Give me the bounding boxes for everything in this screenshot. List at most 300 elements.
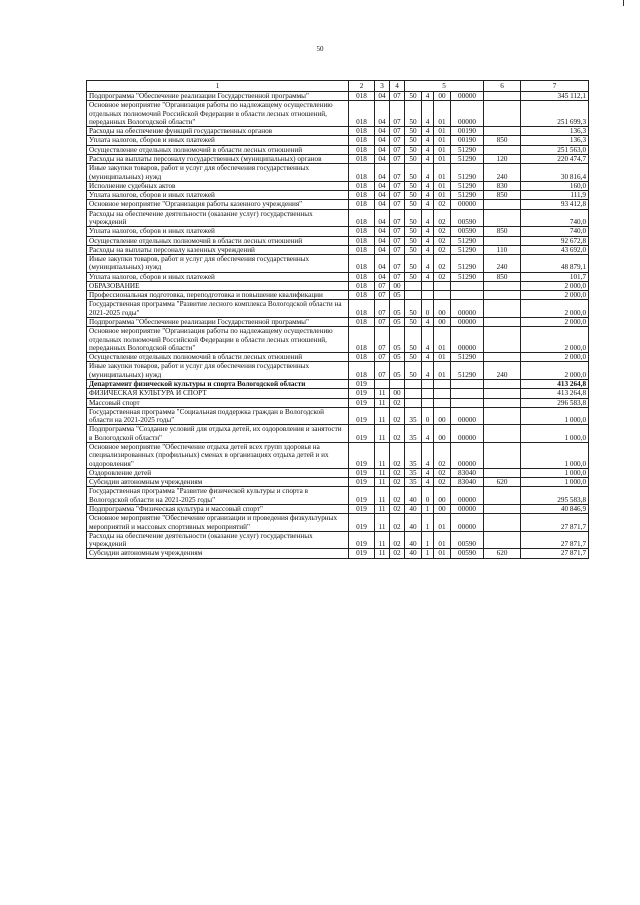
row-target-code-program: 40 (405, 531, 422, 549)
row-grbs-code: 018 (349, 136, 375, 145)
row-target-code-program (405, 398, 422, 407)
row-target-code-program: 50 (405, 200, 422, 209)
row-expense-type-code: 850 (484, 227, 521, 236)
row-subsection-code: 02 (390, 549, 405, 558)
row-section-code: 04 (375, 272, 390, 281)
row-amount: 2 000,0 (521, 318, 589, 327)
row-section-code: 07 (375, 353, 390, 362)
row-target-code-program: 35 (405, 425, 422, 443)
row-target-code-direction: 51290 (451, 255, 484, 273)
row-amount: 93 412,8 (521, 200, 589, 209)
table-row (87, 549, 589, 558)
row-target-code-event (434, 380, 451, 389)
row-target-code-direction: 00190 (451, 127, 484, 136)
table-row (87, 425, 589, 443)
table-row (87, 504, 589, 513)
row-grbs-code: 019 (349, 389, 375, 398)
row-target-code-program: 50 (405, 92, 422, 101)
row-target-code-subprogram: 4 (422, 127, 434, 136)
row-target-code-direction (451, 389, 484, 398)
row-target-code-direction: 51290 (451, 164, 484, 182)
row-expense-type-code (484, 389, 521, 398)
row-target-code-program: 50 (405, 236, 422, 245)
row-target-code-event: 02 (434, 442, 451, 468)
table-row (87, 127, 589, 136)
row-target-code-program: 50 (405, 227, 422, 236)
header-col-5: 5 (405, 81, 484, 92)
row-target-code-subprogram: 4 (422, 92, 434, 101)
row-target-code-event: 02 (434, 478, 451, 487)
row-subsection-code: 00 (390, 281, 405, 290)
row-target-code-event: 00 (434, 318, 451, 327)
row-expense-type-code (484, 380, 521, 389)
table-row (87, 255, 589, 273)
row-target-code-direction: 00000 (451, 514, 484, 532)
row-target-code-program: 50 (405, 362, 422, 380)
row-amount: 160,0 (521, 181, 589, 190)
row-target-code-event: 00 (434, 407, 451, 425)
row-target-code-direction: 00000 (451, 318, 484, 327)
row-amount: 296 583,8 (521, 398, 589, 407)
row-target-code-direction: 00590 (451, 549, 484, 558)
row-name: Основное мероприятие "Обеспечение отдыха детей всех групп здоровья на специализированных (профильных) сменах в организациях отдыха детей и их оздоровления" (87, 442, 349, 468)
row-amount: 413 264,8 (521, 389, 589, 398)
row-target-code-subprogram: 4 (422, 181, 434, 190)
table-row (87, 362, 589, 380)
row-section-code: 11 (375, 398, 390, 407)
row-section-code: 11 (375, 425, 390, 443)
row-amount: 2 000,0 (521, 291, 589, 300)
row-expense-type-code (484, 353, 521, 362)
row-name: Осуществление отдельных полномочий в области лесных отношений (87, 236, 349, 245)
table-row (87, 468, 589, 477)
row-target-code-direction: 51290 (451, 362, 484, 380)
row-target-code-subprogram: 1 (422, 504, 434, 513)
row-expense-type-code: 240 (484, 255, 521, 273)
row-target-code-direction (451, 398, 484, 407)
row-target-code-event (434, 281, 451, 290)
row-amount: 295 583,8 (521, 487, 589, 505)
row-name: Профессиональная подготовка, переподготовка и повышение квалификации (87, 291, 349, 300)
table-row (87, 407, 589, 425)
row-target-code-direction: 00000 (451, 327, 484, 353)
row-expense-type-code: 850 (484, 272, 521, 281)
row-expense-type-code (484, 407, 521, 425)
row-target-code-subprogram (422, 398, 434, 407)
row-expense-type-code: 240 (484, 164, 521, 182)
row-target-code-event: 01 (434, 327, 451, 353)
row-expense-type-code (484, 236, 521, 245)
row-grbs-code: 018 (349, 245, 375, 254)
row-section-code: 11 (375, 549, 390, 558)
row-section-code: 04 (375, 236, 390, 245)
row-expense-type-code (484, 145, 521, 154)
row-name: Подпрограмма "Создание условий для отдыха детей, их оздоровления и занятости в Вологодской области" (87, 425, 349, 443)
row-target-code-event: 01 (434, 181, 451, 190)
row-amount: 740,0 (521, 227, 589, 236)
row-target-code-program: 40 (405, 514, 422, 532)
row-grbs-code: 019 (349, 504, 375, 513)
row-name: Уплата налогов, сборов и иных платежей (87, 191, 349, 200)
row-amount: 251 699,3 (521, 101, 589, 127)
row-name: Основное мероприятие "Организация работы по надлежащему осуществлению отдельных полномочий Российской Федерации в области лесных отношений, переданных Вологодской области" (87, 101, 349, 127)
row-target-code-program: 50 (405, 209, 422, 227)
row-target-code-event: 00 (434, 300, 451, 318)
row-name: Иные закупки товаров, работ и услуг для обеспечения государственных (муниципальных) нужд (87, 362, 349, 380)
row-name: Оздоровление детей (87, 468, 349, 477)
row-section-code: 11 (375, 468, 390, 477)
row-target-code-subprogram (422, 281, 434, 290)
row-amount: 30 816,4 (521, 164, 589, 182)
row-expense-type-code (484, 318, 521, 327)
row-expense-type-code (484, 327, 521, 353)
row-target-code-direction: 00190 (451, 136, 484, 145)
table-row (87, 209, 589, 227)
row-target-code-event: 00 (434, 425, 451, 443)
row-target-code-event (434, 291, 451, 300)
row-target-code-event: 01 (434, 353, 451, 362)
row-target-code-subprogram: 4 (422, 362, 434, 380)
table-row (87, 300, 589, 318)
table-row (87, 487, 589, 505)
row-target-code-subprogram: 0 (422, 407, 434, 425)
row-grbs-code: 018 (349, 154, 375, 163)
row-target-code-event: 02 (434, 236, 451, 245)
row-name: Расходы на обеспечение функций государственных органов (87, 127, 349, 136)
row-grbs-code: 018 (349, 353, 375, 362)
header-col-4: 4 (390, 81, 405, 92)
row-expense-type-code (484, 468, 521, 477)
row-amount: 251 563,0 (521, 145, 589, 154)
row-section-code (375, 380, 390, 389)
row-subsection-code: 05 (390, 327, 405, 353)
row-target-code-program: 35 (405, 407, 422, 425)
row-grbs-code: 018 (349, 318, 375, 327)
row-grbs-code: 018 (349, 181, 375, 190)
row-target-code-subprogram: 4 (422, 272, 434, 281)
row-grbs-code: 018 (349, 291, 375, 300)
row-expense-type-code (484, 209, 521, 227)
row-amount: 48 879,1 (521, 255, 589, 273)
header-col-7: 7 (521, 81, 589, 92)
row-name: Массовый спорт (87, 398, 349, 407)
row-section-code: 04 (375, 164, 390, 182)
row-target-code-direction: 00000 (451, 200, 484, 209)
row-target-code-event (434, 398, 451, 407)
table-row (87, 191, 589, 200)
row-grbs-code: 018 (349, 191, 375, 200)
row-grbs-code: 018 (349, 272, 375, 281)
row-target-code-subprogram: 1 (422, 514, 434, 532)
row-target-code-subprogram: 4 (422, 145, 434, 154)
row-grbs-code: 019 (349, 398, 375, 407)
row-expense-type-code (484, 487, 521, 505)
row-name: Департамент физической культуры и спорта Вологодской области (87, 380, 349, 389)
budget-table (86, 80, 589, 559)
header-col-6: 6 (484, 81, 521, 92)
row-target-code-event: 01 (434, 101, 451, 127)
row-target-code-subprogram: 4 (422, 136, 434, 145)
table-row (87, 227, 589, 236)
row-name: Уплата налогов, сборов и иных платежей (87, 272, 349, 281)
row-expense-type-code (484, 291, 521, 300)
row-name: Расходы на выплаты персоналу государственных (муниципальных) органов (87, 154, 349, 163)
row-target-code-subprogram (422, 291, 434, 300)
row-name: Государственная программа "Развитие физической культуры и спорта в Вологодской области на 2021-2025 годы" (87, 487, 349, 505)
table-row (87, 101, 589, 127)
row-name: Подпрограмма "Физическая культура и массовый спорт" (87, 504, 349, 513)
row-target-code-subprogram: 4 (422, 164, 434, 182)
table-row (87, 442, 589, 468)
row-section-code: 07 (375, 362, 390, 380)
row-target-code-event: 01 (434, 145, 451, 154)
row-target-code-program: 50 (405, 136, 422, 145)
row-grbs-code: 018 (349, 236, 375, 245)
row-target-code-subprogram: 4 (422, 318, 434, 327)
row-subsection-code: 07 (390, 236, 405, 245)
table-row (87, 327, 589, 353)
row-section-code: 07 (375, 291, 390, 300)
row-expense-type-code (484, 531, 521, 549)
row-subsection-code: 07 (390, 272, 405, 281)
row-section-code: 11 (375, 487, 390, 505)
row-amount: 27 871,7 (521, 549, 589, 558)
row-expense-type-code: 620 (484, 549, 521, 558)
header-col-2: 2 (349, 81, 375, 92)
row-grbs-code: 019 (349, 407, 375, 425)
row-grbs-code: 018 (349, 362, 375, 380)
row-target-code-event: 02 (434, 209, 451, 227)
row-target-code-direction: 00000 (451, 300, 484, 318)
row-section-code: 11 (375, 442, 390, 468)
row-target-code-subprogram: 4 (422, 154, 434, 163)
row-amount: 2 000,0 (521, 353, 589, 362)
row-amount: 2 000,0 (521, 327, 589, 353)
row-target-code-subprogram: 4 (422, 236, 434, 245)
row-target-code-subprogram: 1 (422, 531, 434, 549)
row-grbs-code: 019 (349, 468, 375, 477)
row-target-code-event: 02 (434, 227, 451, 236)
row-name: Основное мероприятие "Обеспечение организации и проведения физкультурных мероприятий и массовых спортивных мероприятий" (87, 514, 349, 532)
row-name: Уплата налогов, сборов и иных платежей (87, 136, 349, 145)
row-target-code-subprogram (422, 389, 434, 398)
row-target-code-direction (451, 291, 484, 300)
row-grbs-code: 018 (349, 200, 375, 209)
row-target-code-direction: 51290 (451, 154, 484, 163)
row-section-code: 07 (375, 327, 390, 353)
row-amount: 2 000,0 (521, 281, 589, 290)
table-row (87, 281, 589, 290)
table-row (87, 245, 589, 254)
row-expense-type-code (484, 398, 521, 407)
row-name: Расходы на обеспечение деятельности (оказание услуг) государственных учреждений (87, 531, 349, 549)
row-target-code-direction: 00590 (451, 209, 484, 227)
row-grbs-code: 019 (349, 487, 375, 505)
row-section-code: 04 (375, 154, 390, 163)
row-grbs-code: 018 (349, 300, 375, 318)
table-row (87, 398, 589, 407)
row-amount: 27 871,7 (521, 514, 589, 532)
row-target-code-direction: 00590 (451, 227, 484, 236)
row-target-code-event: 01 (434, 514, 451, 532)
table-row (87, 164, 589, 182)
row-grbs-code: 019 (349, 478, 375, 487)
row-subsection-code: 07 (390, 92, 405, 101)
row-target-code-program: 50 (405, 181, 422, 190)
row-target-code-event: 02 (434, 245, 451, 254)
row-expense-type-code (484, 425, 521, 443)
row-name: Подпрограмма "Обеспечение реализации Государственной программы" (87, 318, 349, 327)
page-number: 50 (316, 45, 324, 53)
row-expense-type-code: 850 (484, 191, 521, 200)
table-row (87, 353, 589, 362)
row-target-code-program: 50 (405, 255, 422, 273)
row-section-code: 04 (375, 200, 390, 209)
row-target-code-subprogram: 1 (422, 549, 434, 558)
row-section-code: 04 (375, 92, 390, 101)
row-section-code: 11 (375, 407, 390, 425)
row-target-code-event: 02 (434, 200, 451, 209)
row-grbs-code: 018 (349, 281, 375, 290)
table-row (87, 145, 589, 154)
row-section-code: 04 (375, 255, 390, 273)
row-subsection-code: 02 (390, 487, 405, 505)
row-grbs-code: 018 (349, 127, 375, 136)
row-target-code-subprogram: 4 (422, 227, 434, 236)
row-name: Осуществление отдельных полномочий в области лесных отношений (87, 145, 349, 154)
row-amount: 2 000,0 (521, 300, 589, 318)
table-row (87, 380, 589, 389)
row-expense-type-code (484, 101, 521, 127)
row-target-code-program: 40 (405, 487, 422, 505)
table-row (87, 92, 589, 101)
row-amount: 2 000,0 (521, 362, 589, 380)
row-expense-type-code (484, 514, 521, 532)
row-name: Субсидии автономным учреждениям (87, 549, 349, 558)
row-target-code-subprogram: 4 (422, 442, 434, 468)
row-target-code-subprogram: 4 (422, 209, 434, 227)
row-grbs-code: 019 (349, 531, 375, 549)
row-grbs-code: 018 (349, 227, 375, 236)
row-target-code-program: 50 (405, 327, 422, 353)
row-name: ОБРАЗОВАНИЕ (87, 281, 349, 290)
row-target-code-event: 01 (434, 191, 451, 200)
row-grbs-code: 018 (349, 255, 375, 273)
row-target-code-event: 02 (434, 468, 451, 477)
row-amount: 1 000,0 (521, 407, 589, 425)
row-subsection-code: 07 (390, 255, 405, 273)
row-target-code-direction: 00000 (451, 504, 484, 513)
table-row (87, 236, 589, 245)
row-amount: 27 871,7 (521, 531, 589, 549)
row-target-code-direction: 51290 (451, 191, 484, 200)
header-col-1: 1 (87, 81, 349, 92)
row-target-code-direction: 51290 (451, 245, 484, 254)
table-row (87, 136, 589, 145)
row-subsection-code: 07 (390, 136, 405, 145)
row-name: Уплата налогов, сборов и иных платежей (87, 227, 349, 236)
row-amount: 136,3 (521, 127, 589, 136)
row-amount: 220 474,7 (521, 154, 589, 163)
table-row (87, 291, 589, 300)
row-grbs-code: 019 (349, 442, 375, 468)
row-target-code-program: 50 (405, 127, 422, 136)
row-target-code-program: 40 (405, 549, 422, 558)
row-target-code-subprogram: 4 (422, 478, 434, 487)
row-section-code: 11 (375, 504, 390, 513)
row-section-code: 04 (375, 191, 390, 200)
row-name: Исполнение судебных актов (87, 181, 349, 190)
row-target-code-subprogram: 0 (422, 487, 434, 505)
table-row (87, 531, 589, 549)
row-grbs-code: 019 (349, 380, 375, 389)
row-target-code-event: 01 (434, 531, 451, 549)
row-amount: 740,0 (521, 209, 589, 227)
table-row (87, 478, 589, 487)
row-grbs-code: 018 (349, 327, 375, 353)
row-section-code: 11 (375, 389, 390, 398)
row-subsection-code: 02 (390, 478, 405, 487)
row-name: Основное мероприятие "Организация работы по надлежащему осуществлению отдельных полномочий Российской Федерации в области лесных отношений, переданных Вологодской области" (87, 327, 349, 353)
row-subsection-code: 07 (390, 145, 405, 154)
row-target-code-program: 50 (405, 318, 422, 327)
table-row (87, 154, 589, 163)
row-section-code: 07 (375, 300, 390, 318)
row-target-code-event: 02 (434, 272, 451, 281)
row-target-code-subprogram: 4 (422, 200, 434, 209)
row-subsection-code: 05 (390, 353, 405, 362)
row-subsection-code: 02 (390, 398, 405, 407)
row-target-code-program (405, 380, 422, 389)
row-section-code: 11 (375, 478, 390, 487)
row-target-code-program: 50 (405, 154, 422, 163)
row-section-code: 04 (375, 101, 390, 127)
row-target-code-event: 01 (434, 136, 451, 145)
row-target-code-program (405, 291, 422, 300)
row-name: Расходы на обеспечение деятельности (оказание услуг) государственных учреждений (87, 209, 349, 227)
row-target-code-program: 40 (405, 504, 422, 513)
row-target-code-direction: 51290 (451, 272, 484, 281)
row-target-code-event: 01 (434, 127, 451, 136)
row-name: Подпрограмма "Обеспечение реализации Государственной программы" (87, 92, 349, 101)
row-subsection-code: 02 (390, 504, 405, 513)
row-subsection-code: 02 (390, 468, 405, 477)
row-amount: 345 112,1 (521, 92, 589, 101)
row-target-code-event: 01 (434, 164, 451, 182)
row-subsection-code (390, 380, 405, 389)
row-expense-type-code: 620 (484, 478, 521, 487)
row-section-code: 04 (375, 136, 390, 145)
row-subsection-code: 05 (390, 362, 405, 380)
row-target-code-event: 01 (434, 362, 451, 380)
row-section-code: 07 (375, 318, 390, 327)
row-target-code-program: 35 (405, 478, 422, 487)
row-subsection-code: 07 (390, 209, 405, 227)
row-subsection-code: 07 (390, 127, 405, 136)
row-section-code: 04 (375, 127, 390, 136)
row-subsection-code: 05 (390, 300, 405, 318)
row-target-code-direction (451, 380, 484, 389)
row-amount: 1 000,0 (521, 425, 589, 443)
row-grbs-code: 018 (349, 209, 375, 227)
row-target-code-direction: 00000 (451, 487, 484, 505)
corner-tick-mark (623, 0, 624, 6)
row-grbs-code: 019 (349, 425, 375, 443)
row-target-code-direction: 00590 (451, 531, 484, 549)
row-target-code-program (405, 281, 422, 290)
row-expense-type-code (484, 300, 521, 318)
row-amount: 40 846,9 (521, 504, 589, 513)
